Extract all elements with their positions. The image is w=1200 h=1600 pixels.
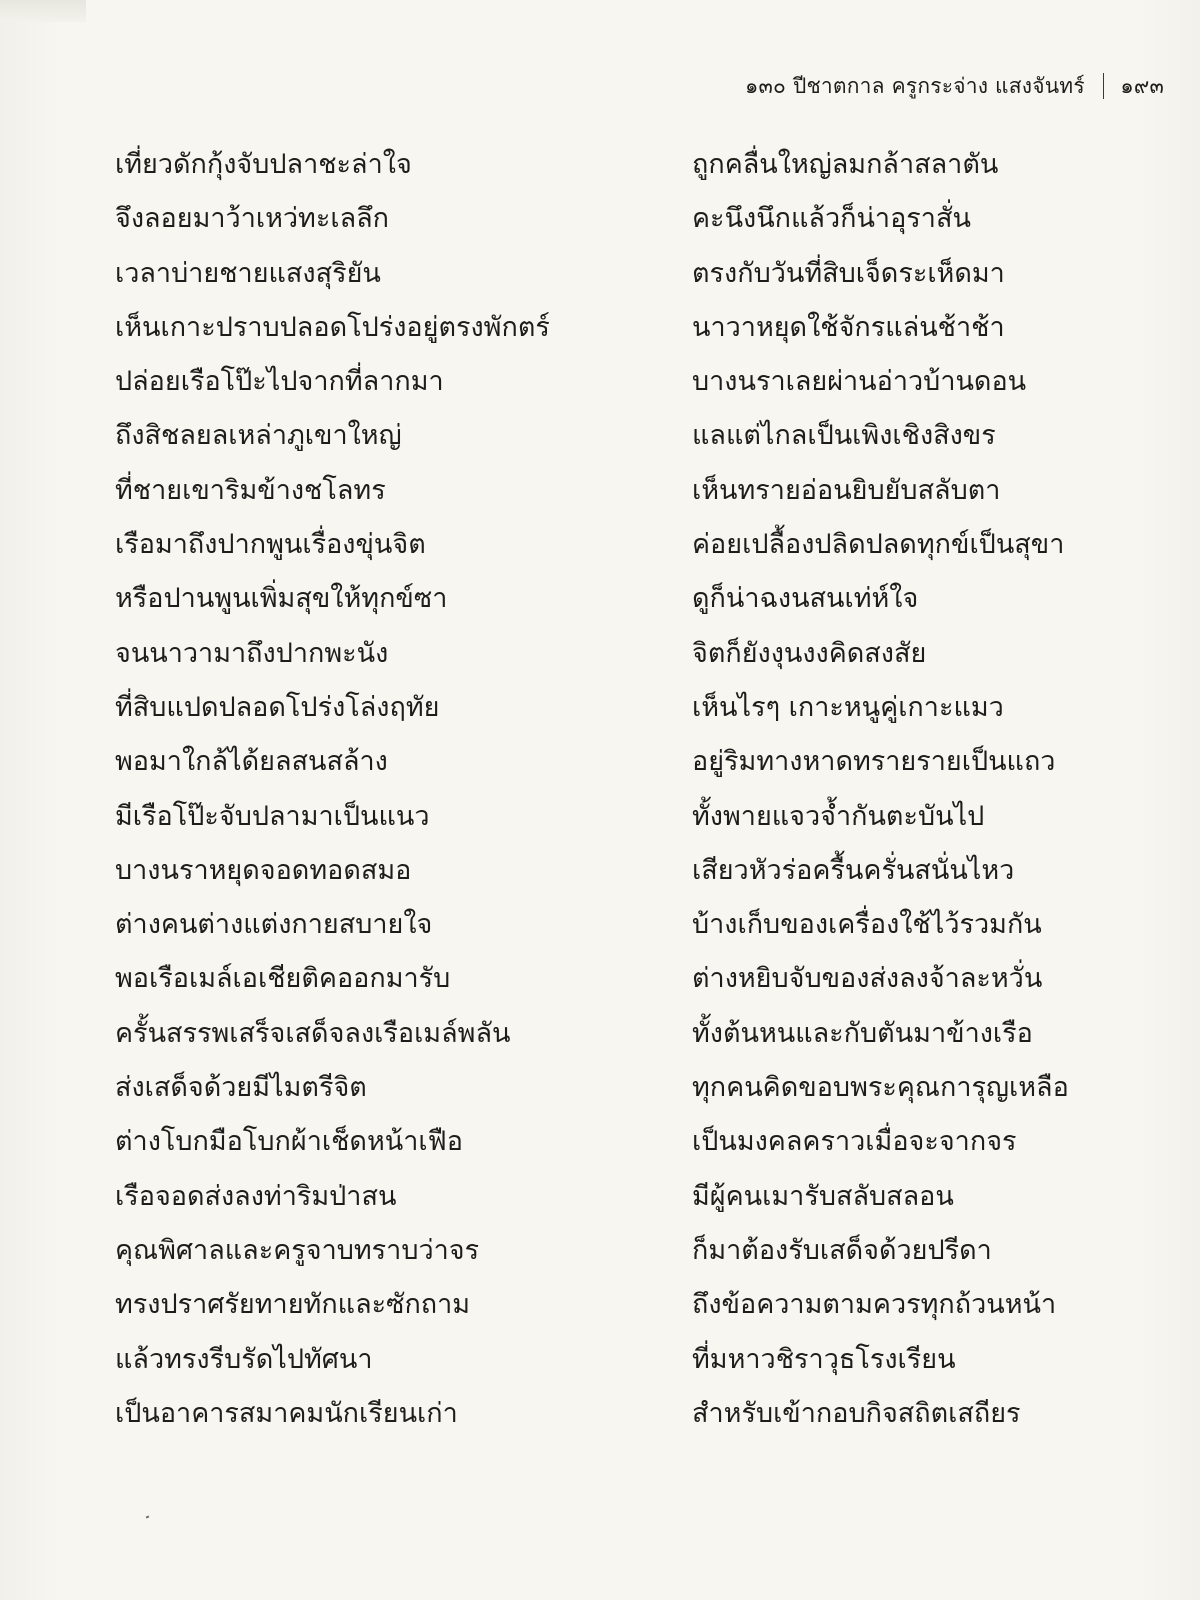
verse-line-second: ก็มาต้องรับเสด็จด้วยปรีดา	[692, 1234, 992, 1266]
verse-line-first: จึงลอยมาว้าเหว่ทะเลลึก	[115, 203, 390, 235]
verse-line-first: ที่สิบแปดปลอดโปร่งโล่งฤทัย	[115, 691, 440, 723]
header-title: ๑๓๐ ปีชาตกาล ครูกระจ่าง แสงจันทร์	[744, 73, 1085, 98]
couplet	[0, 1061, 1200, 1115]
verse-line-second: ที่มหาวชิราวุธโรงเรียน	[692, 1343, 956, 1375]
verse-line-first: พอเรือเมล์เอเชียติคออกมารับ	[115, 963, 451, 995]
couplet	[0, 952, 1200, 1006]
verse-line-first: เป็นอาคารสมาคมนักเรียนเก่า	[115, 1397, 458, 1429]
verse-line-first: พอมาใกล้ได้ยลสนสล้าง	[115, 746, 388, 778]
verse-line-second: ค่อยเปลื้องปลิดปลดทุกข์เป็นสุขา	[692, 529, 1065, 561]
verse-line-second: จิตก็ยังงุนงงคิดสงสัย	[692, 637, 927, 669]
verse-line-first: ต่างคนต่างแต่งกายสบายใจ	[115, 909, 433, 941]
couplet	[0, 681, 1200, 735]
verse-line-second: มีผู้คนเมารับสลับสลอน	[692, 1180, 954, 1212]
verse-line-first: เห็นเกาะปราบปลอดโปร่งอยู่ตรงพักตร์	[115, 311, 550, 343]
couplet	[0, 355, 1200, 409]
verse-line-second: ดูก็น่าฉงนสนเท่ห์ใจ	[692, 583, 919, 615]
page-number: ๑๙๓	[1120, 73, 1164, 98]
verse-line-second: ทั้งต้นหนและกับตันมาข้างเรือ	[692, 1017, 1033, 1049]
verse-line-second: นาวาหยุดใช้จักรแล่นช้าช้า	[692, 311, 1005, 343]
verse-line-second: ทั้งพายแจวจ้ำกันตะบันไป	[692, 800, 985, 832]
verse-line-first: เวลาบ่ายชายแสงสุริยัน	[115, 257, 381, 289]
couplet	[0, 844, 1200, 898]
couplet	[0, 409, 1200, 463]
verse-line-second: คะนึงนึกแล้วก็น่าอุราสั่น	[692, 203, 971, 235]
page-corner-shade	[0, 0, 86, 22]
verse-line-first: บางนราหยุดจอดทอดสมอ	[115, 854, 412, 886]
verse-line-first: มีเรือโป๊ะจับปลามาเป็นแนว	[115, 800, 430, 832]
verse-line-first: ปล่อยเรือโป๊ะไปจากที่ลากมา	[115, 366, 444, 398]
verse-line-first: แล้วทรงรีบรัดไปทัศนา	[115, 1343, 373, 1375]
verse-line-first: เที่ยวดักกุ้งจับปลาชะล่าใจ	[115, 149, 412, 180]
verse-line-first: ครั้นสรรพเสร็จเสด็จลงเรือเมล์พลัน	[115, 1017, 511, 1049]
couplet	[0, 1170, 1200, 1224]
verse-line-first: ทรงปราศรัยทายทักและซักถาม	[115, 1289, 471, 1321]
couplet	[0, 1115, 1200, 1169]
couplet	[0, 1224, 1200, 1278]
verse-line-second: เห็นทรายอ่อนยิบยับสลับตา	[692, 474, 1001, 506]
verse-line-second: เป็นมงคลคราวเมื่อจะจากจร	[692, 1126, 1017, 1158]
verse-line-second: ถูกคลื่นใหญ่ลมกล้าสลาตัน	[692, 149, 999, 180]
verse-line-first: ส่งเสด็จด้วยมีไมตรีจิต	[115, 1072, 367, 1104]
couplet	[0, 1333, 1200, 1387]
verse-body	[0, 138, 1200, 1441]
couplet	[0, 464, 1200, 518]
verse-line-first: ต่างโบกมือโบกผ้าเช็ดหน้าเฟือ	[115, 1126, 463, 1158]
verse-line-first: เรือจอดส่งลงท่าริมป่าสน	[115, 1180, 397, 1212]
couplet	[0, 138, 1200, 192]
verse-line-first: ถึงสิชลยลเหล่าภูเขาใหญ่	[115, 420, 402, 452]
stray-ink-mark	[146, 1515, 150, 1518]
couplet	[0, 301, 1200, 355]
verse-line-second: ตรงกับวันที่สิบเจ็ดระเห็ดมา	[692, 257, 1005, 289]
couplet	[0, 898, 1200, 952]
verse-line-second: เสียวหัวร่อครื้นครั่นสนั่นไหว	[692, 854, 1015, 886]
verse-line-second: อยู่ริมทางหาดทรายรายเป็นแถว	[692, 746, 1056, 778]
verse-line-second: สำหรับเข้ากอบกิจสถิตเสถียร	[692, 1397, 1021, 1429]
verse-line-second: ต่างหยิบจับของส่งลงจ้าละหวั่น	[692, 963, 1043, 995]
couplet	[0, 1387, 1200, 1441]
verse-line-first: จนนาวามาถึงปากพะนัง	[115, 637, 389, 669]
couplet	[0, 518, 1200, 572]
verse-line-first: หรือปานพูนเพิ่มสุขให้ทุกข์ซา	[115, 583, 448, 615]
couplet	[0, 1007, 1200, 1061]
couplet	[0, 790, 1200, 844]
header-divider	[1103, 73, 1105, 99]
verse-line-second: เห็นไรๆ เกาะหนูคู่เกาะแมว	[692, 691, 1004, 723]
verse-line-first: เรือมาถึงปากพูนเรื่องขุ่นจิต	[115, 529, 426, 561]
verse-line-second: ทุกคนคิดขอบพระคุณการุญเหลือ	[692, 1072, 1069, 1104]
couplet	[0, 572, 1200, 626]
couplet	[0, 1278, 1200, 1332]
couplet	[0, 627, 1200, 681]
verse-line-first: คุณพิศาลและครูจาบทราบว่าจร	[115, 1234, 480, 1266]
couplet	[0, 735, 1200, 789]
verse-line-second: ถึงข้อความตามควรทุกถ้วนหน้า	[692, 1289, 1057, 1321]
verse-line-second: แลแต่ไกลเป็นเพิงเชิงสิงขร	[692, 420, 996, 452]
running-header	[745, 64, 1164, 108]
verse-line-first: ที่ชายเขาริมข้างชโลทร	[115, 474, 386, 506]
couplet	[0, 247, 1200, 301]
verse-line-second: บางนราเลยผ่านอ่าวบ้านดอน	[692, 366, 1027, 398]
couplet	[0, 192, 1200, 246]
verse-line-second: บ้างเก็บของเครื่องใช้ไว้รวมกัน	[692, 909, 1042, 941]
